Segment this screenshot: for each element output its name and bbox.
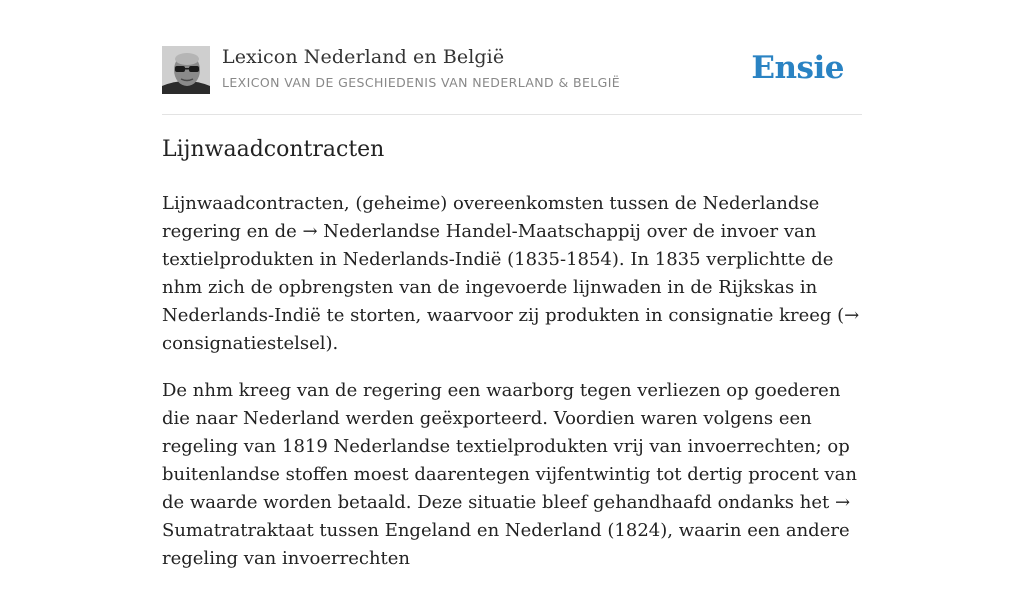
entry-title: Lijnwaadcontracten — [162, 137, 385, 162]
entry-content — [162, 190, 867, 592]
entry-paragraph-2: De nhm kreeg van de regering een waarborg tegen verliezen op goederen die naar Nederland werden geëxporteerd. Voordien waren volgens een regeling van 1819 Nederlandse textielprodukten vrij van invoerrechten; op buitenlandse stoffen moest daarentegen vijfentwintig tot dertig procent van de waarde worden betaald. Deze situatie bleef gehandhaafd ondanks het → Sumatratraktaat tussen Engeland en Nederland (1824), waarin een andere regeling van invoerrechten — [162, 380, 858, 569]
author-avatar[interactable] — [162, 46, 210, 94]
ensie-logo[interactable]: Ensie — [751, 50, 844, 86]
entry-paragraph-1: Lijnwaadcontracten, (geheime) overeenkomsten tussen de Nederlandse regering en de → Nederlandse Handel-Maatschappij over de invoer van textielprodukten in Nederlands-Indië (1835-1854). In 1835 verplichtte de nhm zich de opbrengsten van de ingevoerde lijnwaden in de Rijkskas in Nederlands-Indië te storten, waarvoor zij produkten in consignatie kreeg (→ consignatiestelsel). — [162, 193, 860, 354]
site-subtitle: LEXICON VAN DE GESCHIEDENIS VAN NEDERLAND & BELGIË — [222, 75, 621, 90]
author-portrait-icon — [162, 46, 210, 94]
site-title[interactable]: Lexicon Nederland en België — [222, 46, 505, 68]
site-header — [162, 46, 862, 115]
